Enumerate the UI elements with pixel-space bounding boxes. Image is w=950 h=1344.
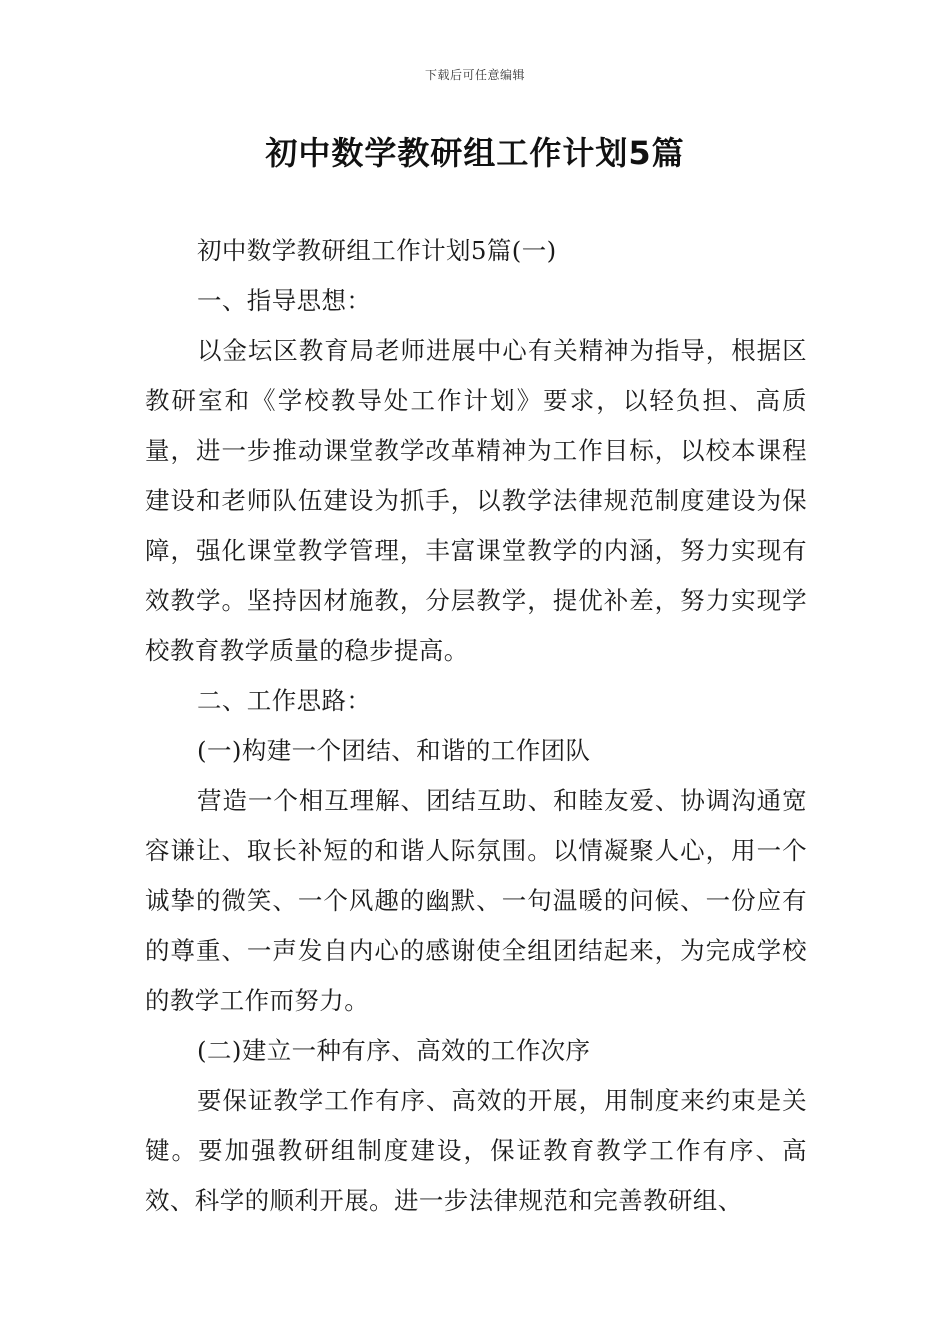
body-paragraph: 要保证教学工作有序、高效的开展，用制度来约束是关键。要加强教研组制度建设，保证教育教学工作有序、高效、科学的顺利开展。进一步法律规范和完善教研组、 [145,1086,807,1215]
document-title: 初中数学教研组工作计划5篇 [265,134,685,172]
document-body [145,226,807,1226]
header-note: 下载后可任意编辑 [424,68,525,82]
body-paragraph: 以金坛区教育局老师进展中心有关精神为指导，根据区教研室和《学校教导处工作计划》要求，以轻负担、高质量，进一步推动课堂教学改革精神为工作目标，以校本课程建设和老师队伍建设为抓手，以教学法律规范制度建设为保障，强化课堂教学管理，丰富课堂教学的内涵，努力实现有效教学。坚持因材施教，分层教学，提优补差，努力实现学校教育教学质量的稳步提高。 [145,336,807,665]
section-heading-1: 一、指导思想： [197,286,372,315]
subsection-heading-2: (二)建立一种有序、高效的工作次序 [197,1036,591,1065]
section-heading-2: 二、工作思路： [197,686,372,715]
subtitle-paragraph: 初中数学教研组工作计划5篇(一) [197,236,557,265]
body-paragraph: 营造一个相互理解、团结互助、和睦友爱、协调沟通宽容谦让、取长补短的和谐人际氛围。以情凝聚人心，用一个诚挚的微笑、一个风趣的幽默、一句温暖的问候、一份应有的尊重、一声发自内心的感谢使全组团结起来，为完成学校的教学工作而努力。 [145,786,807,1015]
subsection-heading-1: (一)构建一个团结、和谐的工作团队 [197,736,591,765]
